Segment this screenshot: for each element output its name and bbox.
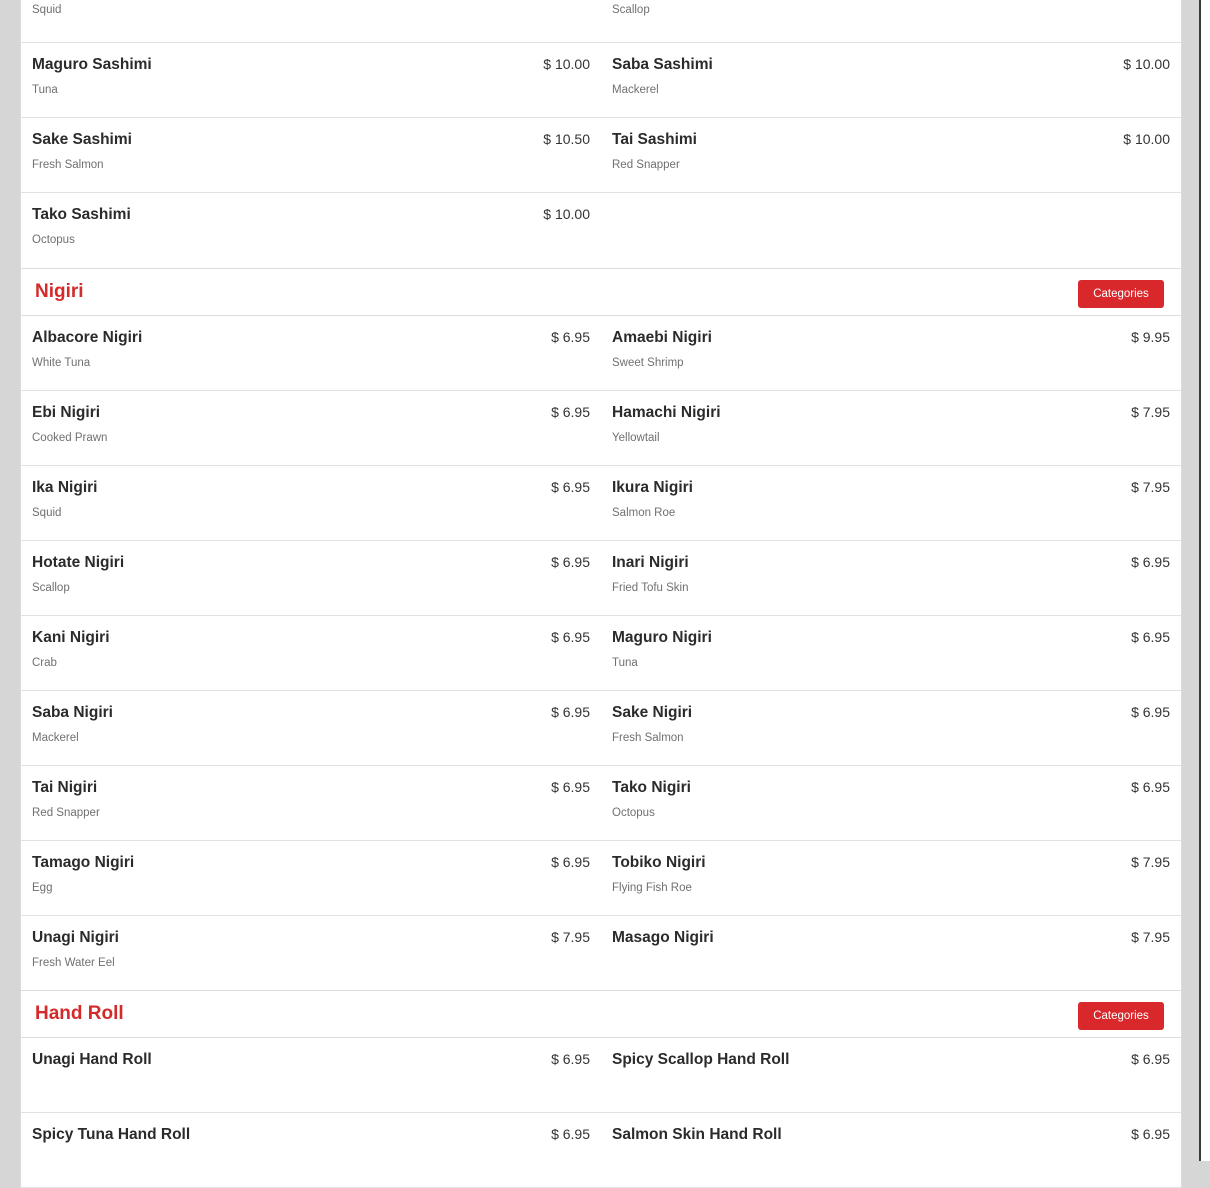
categories-button[interactable]: Categories [1078,280,1164,308]
menu-item-description: Squid [32,4,62,16]
menu-item-description: Octopus [32,234,75,246]
menu-item-name: Inari Nigiri [612,554,689,571]
menu-item-name: Salmon Skin Hand Roll [612,1126,782,1143]
menu-item-name: Maguro Nigiri [612,629,712,646]
menu-item-price: $ 6.95 [551,854,590,870]
menu-item[interactable] [21,391,601,466]
menu-item-description: Fried Tofu Skin [612,582,689,594]
section-header-hand-roll [21,990,1181,1038]
categories-button[interactable]: Categories [1078,1002,1164,1030]
menu-item-name: Albacore Nigiri [32,329,143,346]
menu-item[interactable] [601,916,1181,990]
menu-item-price: $ 7.95 [1131,854,1170,870]
menu-item[interactable] [21,0,601,43]
menu-item-description: Red Snapper [32,807,100,819]
menu-item-name: Ebi Nigiri [32,404,101,421]
menu-item[interactable] [601,616,1181,691]
menu-item-price: $ 6.95 [1131,779,1170,795]
menu-item[interactable] [601,691,1181,766]
menu-item-name: Unagi Nigiri [32,929,119,946]
menu-item-description: Mackerel [32,732,79,744]
menu-item-name: Tai Nigiri [32,779,98,796]
menu-item[interactable] [601,43,1181,118]
menu-item-price: $ 7.95 [1131,479,1170,495]
menu-item-description: Salmon Roe [612,507,676,519]
menu-item-name: Ikura Nigiri [612,479,693,496]
menu-item[interactable] [21,766,601,841]
menu-item-name: Spicy Tuna Hand Roll [32,1126,191,1143]
menu-item-name: Sake Sashimi [32,131,132,148]
menu-item-price: $ 6.95 [551,554,590,570]
menu-item-description: Octopus [612,807,655,819]
menu-item[interactable] [21,541,601,616]
menu-item-name: Spicy Scallop Hand Roll [612,1051,790,1068]
menu-item-name: Tai Sashimi [612,131,697,148]
menu-item-name: Tako Sashimi [32,206,131,223]
window-right-gap [1201,0,1210,1161]
menu-item-description: Fresh Water Eel [32,957,115,969]
menu-item-price: $ 6.95 [1131,554,1170,570]
menu-item-price: $ 6.95 [1131,704,1170,720]
menu-item-price: $ 7.95 [1131,929,1170,945]
menu-item[interactable] [21,1113,601,1188]
menu-item-description: Scallop [32,582,70,594]
menu-item-price: $ 6.95 [551,779,590,795]
menu-item-description: Scallop [612,4,650,16]
menu-item-name: Sake Nigiri [612,704,693,721]
menu-item-price: $ 6.95 [1131,1126,1170,1142]
menu-item-description: Tuna [612,657,638,669]
menu-item-price: $ 6.95 [551,329,590,345]
menu-item-price: $ 6.95 [1131,629,1170,645]
menu-item-name: Masago Nigiri [612,929,714,946]
menu-item[interactable] [601,0,1181,43]
menu-page [20,0,1182,1188]
section-header-nigiri [21,268,1181,316]
menu-item-description: Red Snapper [612,159,680,171]
menu-item[interactable] [21,316,601,391]
menu-item[interactable] [601,118,1181,193]
menu-item[interactable] [21,43,601,118]
menu-item-price: $ 6.95 [1131,1051,1170,1067]
menu-grid-hand-roll [21,1038,1181,1188]
menu-item[interactable] [601,391,1181,466]
menu-item-name: Hotate Nigiri [32,554,125,571]
menu-item-description: Sweet Shrimp [612,357,684,369]
menu-item[interactable] [21,466,601,541]
menu-item[interactable] [21,691,601,766]
menu-item-name: Tako Nigiri [612,779,691,796]
menu-item-price: $ 10.00 [543,206,590,222]
menu-item-price: $ 6.95 [551,704,590,720]
menu-item-price: $ 10.00 [543,56,590,72]
menu-item[interactable] [601,1113,1181,1188]
menu-item-name: Maguro Sashimi [32,56,152,73]
menu-item[interactable] [601,316,1181,391]
menu-item-name: Saba Sashimi [612,56,713,73]
menu-item-description: Fresh Salmon [32,159,104,171]
menu-item-price: $ 10.50 [543,131,590,147]
menu-item-description: Fresh Salmon [612,732,684,744]
menu-item-description: Cooked Prawn [32,432,108,444]
menu-item-name: Unagi Hand Roll [32,1051,152,1068]
menu-item-price: $ 6.95 [551,404,590,420]
menu-item-name: Hamachi Nigiri [612,404,721,421]
menu-item-description: Egg [32,882,53,894]
menu-item-price: $ 7.95 [551,929,590,945]
empty-cell [601,193,1181,268]
menu-item-description: Flying Fish Roe [612,882,692,894]
menu-item[interactable] [601,1038,1181,1113]
menu-item-price: $ 7.95 [1131,404,1170,420]
menu-item-price: $ 6.95 [551,1126,590,1142]
menu-item-description: Squid [32,507,62,519]
menu-item-price: $ 6.95 [551,479,590,495]
menu-item-name: Saba Nigiri [32,704,113,721]
menu-item-price: $ 6.95 [551,1051,590,1067]
menu-item-description: Mackerel [612,84,659,96]
menu-item-name: Tobiko Nigiri [612,854,706,871]
menu-item-description: Yellowtail [612,432,660,444]
menu-item-name: Amaebi Nigiri [612,329,712,346]
menu-item-name: Tamago Nigiri [32,854,135,871]
menu-item[interactable] [601,541,1181,616]
section-title: Nigiri [35,281,84,302]
menu-item-description: White Tuna [32,357,91,369]
menu-item-price: $ 10.00 [1123,131,1170,147]
menu-item-description: Crab [32,657,57,669]
menu-item[interactable] [21,841,601,916]
section-title: Hand Roll [35,1003,124,1024]
menu-item-price: $ 9.95 [1131,329,1170,345]
menu-grid-nigiri [21,316,1181,990]
menu-item[interactable] [21,916,601,990]
menu-item-price: $ 10.00 [1123,56,1170,72]
menu-item[interactable] [21,1038,601,1113]
menu-item[interactable] [601,841,1181,916]
menu-item-name: Ika Nigiri [32,479,98,496]
menu-item-description: Tuna [32,84,58,96]
menu-item[interactable] [21,193,601,268]
menu-item-name: Kani Nigiri [32,629,110,646]
menu-item[interactable] [21,118,601,193]
menu-item[interactable] [601,766,1181,841]
menu-item-price: $ 6.95 [551,629,590,645]
menu-item[interactable] [601,466,1181,541]
menu-item[interactable] [21,616,601,691]
menu-grid-sashimi [21,0,1181,268]
